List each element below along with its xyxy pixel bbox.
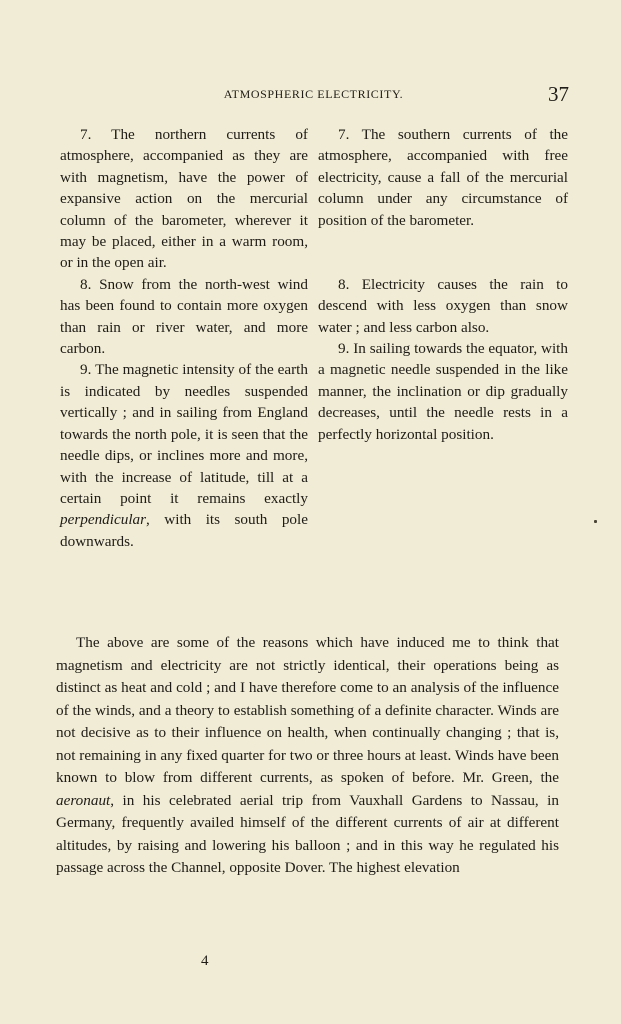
running-head [56,84,571,104]
column-spacer [318,231,568,252]
left-paragraph-8: 8. Snow from the north-west wind has been found to contain more oxygen than rain or river water, and more carbon. [60,275,308,358]
right-paragraph-9: 9. In sailing towards the equator, with a magnetic needle suspended in the like manner, the inclination or dip gradually decreases, until the needle rests in a perfectly horizontal position. [318,340,568,443]
left-paragraph-9-text: 9. The magnetic intensity of the earth is indicated by needles suspended vertically ; and in sailing from England towards the north pole, it is seen that the needle dips, or inclines more and more, with the increase of latitude, till at a certain point it remains exactly [60,361,308,507]
body-paragraph-text [56,632,559,880]
signature-mark: 4 [201,953,209,969]
right-paragraph-8: 8. Electricity causes the rain to descend with less oxygen than snow water ; and less carbon also. [318,275,568,336]
body-text-end: , in his celebrated aerial trip from Vauxhall Gardens to Nassau, in Germany, frequently availed himself of the different currents of air at different altitudes, by raising and lowering his balloon ; and in this way he regulated his passage across the Channel, opposite Dover. The highest elevation [56,791,559,876]
paper-speck [594,520,597,523]
column-spacer [318,252,568,273]
left-paragraph-9 [60,359,308,552]
left-paragraph-9-end: , with its south pole downwards. [60,511,308,550]
left-column [60,124,308,552]
page-number: 37 [548,82,569,106]
running-title: ATMOSPHERIC ELECTRICITY. [223,87,404,101]
right-paragraph-7: 7. The southern currents of the atmosphere, accompanied with free electricity, cause a fall of the mercurial column under any circumstance of position of the barometer. [318,126,568,229]
body-text-start: The above are some of the reasons which have induced me to think that magnetism and electricity are not strictly identical, their operations being as distinct as heat and cold ; and I have therefore come to an analysis of the influence of the winds, and a theory to establish something of a definite character. Winds are not decisive as to their influence on health, when continually changing ; that is, not remaining in any fixed quarter for two or three hours at least. Winds have been known to blow from different currents, as spoken of before. Mr. Green, the [56,634,559,786]
aeronaut-emphasis: aeronaut [56,791,111,809]
perpendicular-emphasis: perpendicular [60,511,147,529]
body-paragraph [56,632,559,880]
left-paragraph-7: 7. The northern currents of atmosphere, accompanied as they are with magnetism, have the power of expansive action on the mercurial column of the barometer, wherever it may be placed, either in a warm room, or in the open air. [60,126,308,272]
right-column [318,124,568,445]
